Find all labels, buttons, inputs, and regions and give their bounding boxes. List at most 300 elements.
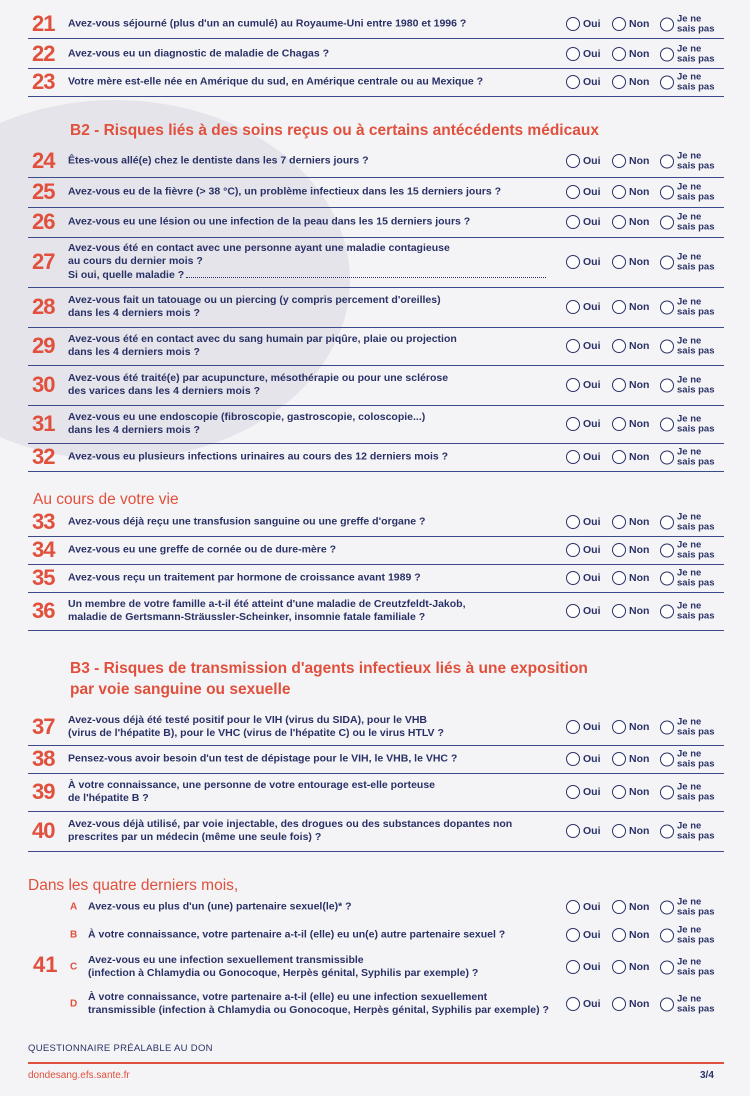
answer-options [566,564,726,592]
option-oui[interactable] [566,255,601,269]
radio-circle-non[interactable] [612,215,626,229]
radio-circle-oui[interactable] [566,47,580,61]
radio-circle-je-ne-sais-pas[interactable] [660,571,674,585]
radio-circle-je-ne-sais-pas[interactable] [660,997,674,1011]
option-label-oui: Oui [583,18,601,30]
answer-options [566,147,726,175]
question-text [68,411,558,437]
radio-circle-non[interactable] [612,515,626,529]
option-je-ne-sais-pas[interactable] [660,750,721,769]
question-row [28,207,724,238]
option-label-non: Non [629,544,650,556]
radio-circle-oui[interactable] [566,785,580,799]
radio-circle-non[interactable] [612,785,626,799]
radio-circle-oui[interactable] [566,154,580,168]
question-row [28,536,724,565]
option-je-ne-sais-pas[interactable] [660,213,721,232]
option-non[interactable] [612,75,649,89]
option-je-ne-sais-pas[interactable] [660,298,721,317]
jnsp-line-1: Je ne [677,896,702,908]
jnsp-line-2: sais pas [677,53,715,64]
question-text [68,714,558,740]
radio-circle-non[interactable] [612,17,626,31]
question-row [28,287,724,328]
option-label-je-ne-sais-pas [677,822,721,841]
option-label-oui: Oui [583,340,601,352]
option-je-ne-sais-pas[interactable] [660,152,721,171]
radio-circle-non[interactable] [612,154,626,168]
question-text [68,779,558,805]
radio-circle-oui[interactable] [566,417,580,431]
option-label-je-ne-sais-pas [677,541,721,560]
answer-options [566,68,726,96]
option-non[interactable] [612,47,649,61]
question-text [68,598,558,624]
option-label-oui: Oui [583,186,601,198]
option-oui[interactable] [566,604,601,618]
radio-circle-je-ne-sais-pas[interactable] [660,900,674,914]
option-oui[interactable] [566,339,601,353]
jnsp-line-1: Je ne [677,748,702,760]
radio-circle-oui[interactable] [566,185,580,199]
option-label-non: Non [629,721,650,733]
question-number: 25 [32,179,55,204]
radio-circle-oui[interactable] [566,824,580,838]
radio-circle-je-ne-sais-pas[interactable] [660,785,674,799]
radio-circle-je-ne-sais-pas[interactable] [660,47,674,61]
radio-circle-je-ne-sais-pas[interactable] [660,752,674,766]
option-label-je-ne-sais-pas [677,337,721,356]
question-text [68,333,558,359]
radio-circle-oui[interactable] [566,17,580,31]
option-label-oui: Oui [583,418,601,430]
option-label-oui: Oui [583,572,601,584]
question-row [28,327,724,366]
option-oui[interactable] [566,450,601,464]
radio-circle-non[interactable] [612,339,626,353]
question-text [68,76,558,89]
option-non[interactable] [612,154,649,168]
jnsp-line-2: sais pas [677,549,715,560]
option-je-ne-sais-pas[interactable] [660,337,721,356]
question-number: 37 [32,714,55,739]
question-text [68,186,558,199]
answer-options [566,745,726,773]
option-label-non: Non [629,340,650,352]
radio-circle-non[interactable] [612,300,626,314]
option-non[interactable] [612,450,649,464]
option-non[interactable] [612,604,649,618]
question-number: 33 [32,509,55,534]
radio-circle-non[interactable] [612,997,626,1011]
question-line: Avez-vous eu plusieurs infections urinaires au cours des 12 derniers mois ? [68,450,449,463]
question-row [28,811,724,852]
option-je-ne-sais-pas[interactable] [660,73,721,92]
radio-circle-oui[interactable] [566,215,580,229]
radio-circle-je-ne-sais-pas[interactable] [660,154,674,168]
option-oui[interactable] [566,515,601,529]
question-number: 31 [32,411,55,436]
radio-circle-oui[interactable] [566,960,580,974]
jnsp-line-2: sais pas [677,521,715,532]
option-non[interactable] [612,339,649,353]
option-non[interactable] [612,571,649,585]
option-oui[interactable] [566,17,601,31]
jnsp-line-1: Je ne [677,993,702,1005]
section-title-b2: B2 - Risques liés à des soins reçus ou à certains antécédents médicaux [70,122,599,139]
option-label-je-ne-sais-pas [677,183,721,202]
answer-dotted-line[interactable] [186,268,546,278]
option-label-oui: Oui [583,901,601,913]
option-je-ne-sais-pas[interactable] [660,183,721,202]
answer-options [566,208,726,236]
radio-circle-oui[interactable] [566,255,580,269]
option-label-je-ne-sais-pas [677,783,721,802]
option-je-ne-sais-pas[interactable] [660,15,721,34]
radio-circle-je-ne-sais-pas[interactable] [660,720,674,734]
question-line: Un membre de votre famille a-t-il été atteint d'une maladie de Creutzfeldt-Jakob, [68,598,466,610]
answer-options [566,371,726,399]
option-oui[interactable] [566,824,601,838]
radio-circle-non[interactable] [612,47,626,61]
radio-circle-non[interactable] [612,75,626,89]
option-label-oui: Oui [583,76,601,88]
jnsp-line-2: sais pas [677,830,715,841]
radio-circle-oui[interactable] [566,378,580,392]
radio-circle-je-ne-sais-pas[interactable] [660,339,674,353]
radio-circle-non[interactable] [612,543,626,557]
question-line: Avez-vous eu une greffe de cornée ou de dure-mère ? [68,543,337,556]
option-label-non: Non [629,379,650,391]
radio-circle-non[interactable] [612,720,626,734]
radio-circle-je-ne-sais-pas[interactable] [660,960,674,974]
option-label-je-ne-sais-pas [677,995,721,1014]
radio-circle-non[interactable] [612,752,626,766]
answer-options [566,508,726,536]
option-label-oui: Oui [583,516,601,528]
question-line: de l'hépatite B ? [68,792,149,804]
option-label-je-ne-sais-pas [677,898,721,917]
answer-options [566,443,726,471]
question-letter: B [70,929,78,941]
radio-circle-je-ne-sais-pas[interactable] [660,417,674,431]
radio-circle-non[interactable] [612,604,626,618]
question-row [28,709,724,746]
radio-circle-je-ne-sais-pas[interactable] [660,824,674,838]
jnsp-line-2: sais pas [677,345,715,356]
question-row [28,985,724,1023]
option-label-oui: Oui [583,786,601,798]
option-label-oui: Oui [583,825,601,837]
section-title-b3-line-2: par voie sanguine ou sexuelle [70,681,291,698]
jnsp-line-1: Je ne [677,956,702,968]
question-row [28,10,724,39]
question-text [68,818,558,844]
jnsp-line-1: Je ne [677,511,702,523]
jnsp-line-2: sais pas [677,1003,715,1014]
radio-circle-oui[interactable] [566,339,580,353]
question-line: maladie de Gertsmann-Sträussler-Scheinker, insomnie fatale familiale ? [68,611,426,623]
option-label-non: Non [629,825,650,837]
option-oui[interactable] [566,720,601,734]
option-non[interactable] [612,997,649,1011]
question-text [68,18,558,31]
option-je-ne-sais-pas[interactable] [660,253,721,272]
radio-circle-je-ne-sais-pas[interactable] [660,604,674,618]
answer-options [566,597,726,625]
jnsp-line-1: Je ne [677,600,702,612]
radio-circle-oui[interactable] [566,300,580,314]
question-line: À votre connaissance, votre partenaire a-t-il (elle) eu une infection sexuellement [88,991,488,1003]
option-oui[interactable] [566,785,601,799]
question-number: 34 [32,537,55,562]
question-line: Votre mère est-elle née en Amérique du sud, en Amérique centrale ou au Mexique ? [68,75,484,88]
option-non[interactable] [612,17,649,31]
question-row [28,564,724,593]
radio-circle-non[interactable] [612,417,626,431]
option-label-non: Non [629,929,650,941]
option-non[interactable] [612,185,649,199]
jnsp-line-1: Je ne [677,296,702,308]
option-non[interactable] [612,255,649,269]
radio-circle-je-ne-sais-pas[interactable] [660,378,674,392]
jnsp-line-2: sais pas [677,160,715,171]
radio-circle-je-ne-sais-pas[interactable] [660,255,674,269]
option-je-ne-sais-pas[interactable] [660,995,721,1014]
answer-options [566,40,726,68]
question-row [28,949,724,985]
option-je-ne-sais-pas[interactable] [660,958,721,977]
radio-circle-je-ne-sais-pas[interactable] [660,515,674,529]
option-oui[interactable] [566,215,601,229]
radio-circle-je-ne-sais-pas[interactable] [660,928,674,942]
radio-circle-non[interactable] [612,824,626,838]
radio-circle-oui[interactable] [566,450,580,464]
option-oui[interactable] [566,378,601,392]
answer-options [566,921,726,949]
radio-circle-oui[interactable] [566,75,580,89]
radio-circle-oui[interactable] [566,515,580,529]
question-line: Avez-vous eu une lésion ou une infection de la peau dans les 15 derniers jours ? [68,215,471,228]
option-oui[interactable] [566,185,601,199]
option-label-je-ne-sais-pas [677,298,721,317]
option-non[interactable] [612,785,649,799]
option-je-ne-sais-pas[interactable] [660,822,721,841]
option-label-non: Non [629,605,650,617]
jnsp-line-2: sais pas [677,23,715,34]
jnsp-line-2: sais pas [677,610,715,621]
question-line: Avez-vous déjà utilisé, par voie injectable, des drogues ou des substances dopantes non [68,818,513,830]
option-label-oui: Oui [583,155,601,167]
option-oui[interactable] [566,543,601,557]
answer-options [566,410,726,438]
question-line: Avez-vous reçu un traitement par hormone de croissance avant 1989 ? [68,571,421,584]
option-non[interactable] [612,752,649,766]
radio-circle-oui[interactable] [566,928,580,942]
radio-circle-non[interactable] [612,255,626,269]
radio-circle-oui[interactable] [566,900,580,914]
radio-circle-non[interactable] [612,900,626,914]
option-non[interactable] [612,824,649,838]
option-je-ne-sais-pas[interactable] [660,376,721,395]
option-je-ne-sais-pas[interactable] [660,513,721,532]
radio-circle-non[interactable] [612,960,626,974]
option-oui[interactable] [566,752,601,766]
option-oui[interactable] [566,900,601,914]
radio-circle-je-ne-sais-pas[interactable] [660,450,674,464]
question-line: Avez-vous eu un diagnostic de maladie de Chagas ? [68,47,330,60]
question-line: dans les 4 derniers mois ? [68,424,200,436]
option-non[interactable] [612,900,649,914]
question-row [28,893,724,921]
option-je-ne-sais-pas[interactable] [660,926,721,945]
footer-url[interactable]: dondesang.efs.sante.fr [28,1070,130,1081]
answer-options [566,778,726,806]
radio-circle-oui[interactable] [566,997,580,1011]
question-number: 39 [32,779,55,804]
radio-circle-je-ne-sais-pas[interactable] [660,543,674,557]
radio-circle-je-ne-sais-pas[interactable] [660,17,674,31]
question-row [28,177,724,208]
option-oui[interactable] [566,960,601,974]
jnsp-line-2: sais pas [677,456,715,467]
option-oui[interactable] [566,47,601,61]
answer-options [566,293,726,321]
radio-circle-oui[interactable] [566,720,580,734]
option-label-oui: Oui [583,48,601,60]
radio-circle-non[interactable] [612,378,626,392]
option-non[interactable] [612,417,649,431]
option-je-ne-sais-pas[interactable] [660,45,721,64]
option-je-ne-sais-pas[interactable] [660,569,721,588]
radio-circle-oui[interactable] [566,604,580,618]
option-label-je-ne-sais-pas [677,15,721,34]
answer-options [566,10,726,38]
footer-divider [28,1062,724,1064]
option-label-je-ne-sais-pas [677,376,721,395]
option-je-ne-sais-pas[interactable] [660,718,721,737]
question-number: 38 [32,746,55,771]
option-oui[interactable] [566,300,601,314]
radio-circle-je-ne-sais-pas[interactable] [660,300,674,314]
radio-circle-oui[interactable] [566,543,580,557]
option-oui[interactable] [566,928,601,942]
option-label-non: Non [629,418,650,430]
radio-circle-je-ne-sais-pas[interactable] [660,185,674,199]
option-non[interactable] [612,928,649,942]
option-je-ne-sais-pas[interactable] [660,898,721,917]
answer-options [566,817,726,845]
option-label-je-ne-sais-pas [677,569,721,588]
jnsp-line-2: sais pas [677,934,715,945]
question-number: 26 [32,209,55,234]
question-line: À votre connaissance, une personne de votre entourage est-elle porteuse [68,779,436,791]
option-je-ne-sais-pas[interactable] [660,415,721,434]
answer-options [566,990,726,1018]
question-line: À votre connaissance, votre partenaire a-t-il (elle) eu un(e) autre partenaire sexuel ? [88,928,506,941]
jnsp-line-1: Je ne [677,211,702,223]
question-line: (infection à Chlamydia ou Gonocoque, Herpès génital, Syphilis par exemple) ? [88,967,479,979]
radio-circle-oui[interactable] [566,571,580,585]
option-oui[interactable] [566,75,601,89]
option-je-ne-sais-pas[interactable] [660,783,721,802]
section-title-b3-line-1: B3 - Risques de transmission d'agents infectieux liés à une exposition [70,660,588,677]
question-row [28,145,724,178]
question-text [88,929,558,942]
radio-circle-je-ne-sais-pas[interactable] [660,215,674,229]
question-row [28,592,724,631]
option-oui[interactable] [566,997,601,1011]
option-non[interactable] [612,515,649,529]
radio-circle-non[interactable] [612,928,626,942]
option-non[interactable] [612,300,649,314]
option-label-non: Non [629,451,650,463]
question-row [28,237,724,288]
question-row [28,365,724,406]
option-non[interactable] [612,720,649,734]
option-label-non: Non [629,155,650,167]
answer-options [566,893,726,921]
option-label-non: Non [629,786,650,798]
question-line: Avez-vous eu une endoscopie (fibroscopie, gastroscopie, coloscopie...) [68,411,426,423]
option-label-je-ne-sais-pas [677,415,721,434]
question-text [68,753,558,766]
question-number: 28 [32,294,55,319]
question-text [88,901,558,914]
option-label-oui: Oui [583,216,601,228]
option-je-ne-sais-pas[interactable] [660,541,721,560]
jnsp-line-2: sais pas [677,758,715,769]
jnsp-line-1: Je ne [677,781,702,793]
option-non[interactable] [612,960,649,974]
option-label-non: Non [629,216,650,228]
answer-options [566,178,726,206]
question-line: Avez-vous été en contact avec du sang humain par piqûre, plaie ou projection [68,333,457,345]
option-label-oui: Oui [583,929,601,941]
question-letter: A [70,901,78,913]
option-non[interactable] [612,543,649,557]
option-label-non: Non [629,516,650,528]
question-text [68,216,558,229]
option-non[interactable] [612,215,649,229]
option-oui[interactable] [566,571,601,585]
option-oui[interactable] [566,417,601,431]
option-non[interactable] [612,378,649,392]
question-number: 29 [32,333,55,358]
option-label-non: Non [629,998,650,1010]
jnsp-line-1: Je ne [677,539,702,551]
option-label-oui: Oui [583,301,601,313]
option-je-ne-sais-pas[interactable] [660,602,721,621]
radio-circle-non[interactable] [612,571,626,585]
option-oui[interactable] [566,154,601,168]
option-je-ne-sais-pas[interactable] [660,448,721,467]
question-line: prescrites par un médecin (même une seule fois) ? [68,831,322,843]
option-label-non: Non [629,301,650,313]
radio-circle-je-ne-sais-pas[interactable] [660,75,674,89]
jnsp-line-2: sais pas [677,221,715,232]
question-line: dans les 4 derniers mois ? [68,346,200,358]
option-label-non: Non [629,18,650,30]
radio-circle-non[interactable] [612,185,626,199]
option-label-je-ne-sais-pas [677,926,721,945]
question-text [68,516,558,529]
option-label-non: Non [629,186,650,198]
radio-circle-oui[interactable] [566,752,580,766]
option-label-non: Non [629,961,650,973]
radio-circle-non[interactable] [612,450,626,464]
option-label-je-ne-sais-pas [677,448,721,467]
